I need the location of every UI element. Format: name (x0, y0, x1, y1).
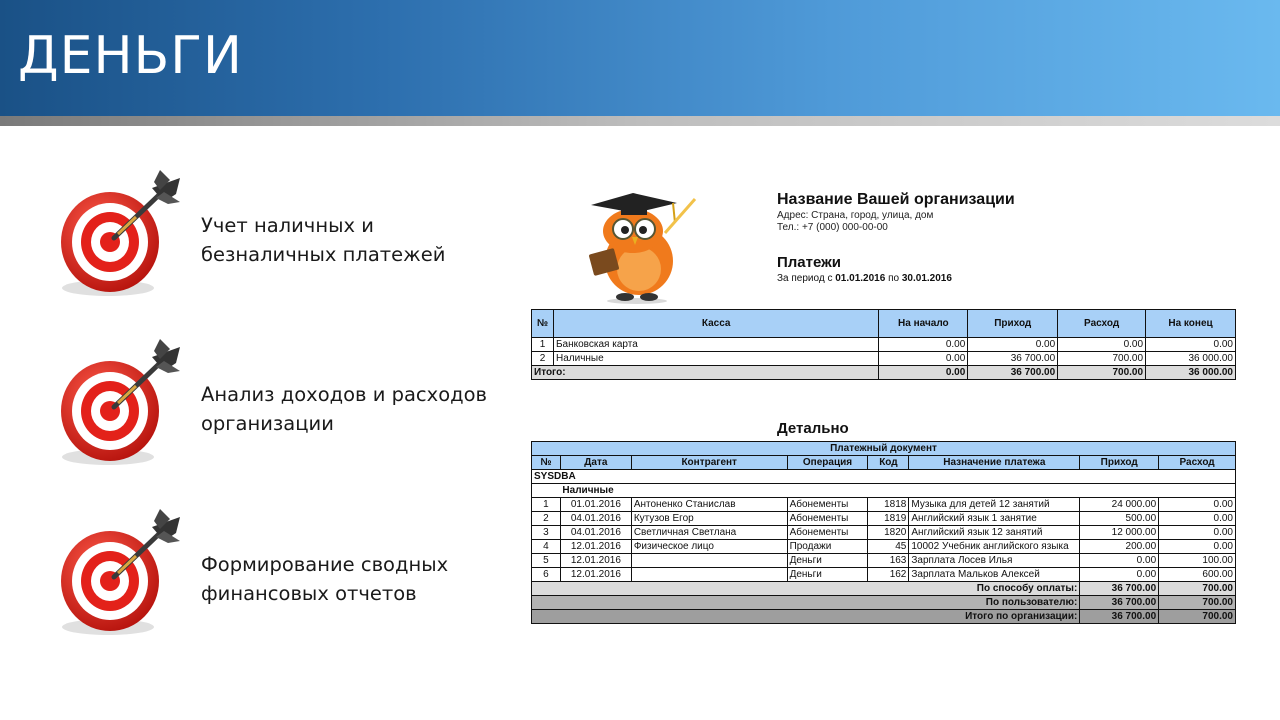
bullet-text: Учет наличных и безналичных платежей (201, 214, 446, 266)
total-label: По пользователю: (532, 596, 1080, 610)
table-cell: Физическое лицо (631, 540, 787, 554)
total-row (532, 582, 1236, 596)
table-cell: Кутузов Егор (631, 512, 787, 526)
table-cell: Деньги (787, 554, 868, 568)
summary-total-row (532, 366, 1236, 380)
table-cell: 163 (868, 554, 909, 568)
total-expense: 700.00 (1159, 582, 1236, 596)
table-cell: 162 (868, 568, 909, 582)
table-cell: 0.00 (1159, 540, 1236, 554)
detail-table (531, 441, 1236, 624)
organization-name: Название Вашей организации (777, 191, 1015, 208)
column-header: На конец (1146, 310, 1236, 338)
table-cell: 10002 Учебник английского языка (909, 540, 1080, 554)
table-cell: Абонементы (787, 498, 868, 512)
table-cell: 0.00 (1080, 554, 1159, 568)
column-header: На начало (879, 310, 968, 338)
table-cell: 700.00 (1058, 352, 1146, 366)
table-cell: 600.00 (1159, 568, 1236, 582)
table-cell: 0.00 (1159, 498, 1236, 512)
table-row (532, 540, 1236, 554)
table-cell: Светличная Светлана (631, 526, 787, 540)
table-row (532, 526, 1236, 540)
payment-method-label: Наличные (560, 484, 1235, 498)
organization-phone: Тел.: +7 (000) 000-00-00 (777, 222, 888, 233)
table-cell: 12.01.2016 (560, 540, 631, 554)
table-row (532, 338, 1236, 352)
table-cell: 5 (532, 554, 561, 568)
table-cell: 1819 (868, 512, 909, 526)
table-cell: 0.00 (968, 338, 1058, 352)
table-cell: 36 000.00 (1146, 366, 1236, 380)
column-header: Расход (1159, 456, 1236, 470)
table-cell: Абонементы (787, 512, 868, 526)
table-cell (631, 568, 787, 582)
table-cell: Музыка для детей 12 занятий (909, 498, 1080, 512)
table-row (532, 512, 1236, 526)
table-cell (631, 554, 787, 568)
column-header: Приход (1080, 456, 1159, 470)
slide-title: ДЕНЬГИ (18, 26, 243, 86)
table-cell: Английский язык 1 занятие (909, 512, 1080, 526)
table-cell: 12.01.2016 (560, 568, 631, 582)
target-dart-icon (52, 507, 187, 642)
table-cell: 36 700.00 (968, 352, 1058, 366)
column-header: Код (868, 456, 909, 470)
table-cell: 0.00 (879, 338, 968, 352)
user-label: SYSDBA (532, 470, 1236, 484)
column-header: Назначение платежа (909, 456, 1080, 470)
table-cell: 2 (532, 352, 554, 366)
owl-mascot-icon (585, 193, 701, 305)
table-cell: Продажи (787, 540, 868, 554)
table-cell: 3 (532, 526, 561, 540)
table-cell: Зарплата Мальков Алексей (909, 568, 1080, 582)
total-expense: 700.00 (1159, 610, 1236, 624)
table-cell: 6 (532, 568, 561, 582)
table-cell: 04.01.2016 (560, 526, 631, 540)
table-cell: 36 700.00 (968, 366, 1058, 380)
total-label: По способу оплаты: (532, 582, 1080, 596)
method-group-row (532, 484, 1236, 498)
total-label: Итого: (532, 366, 879, 380)
total-income: 36 700.00 (1080, 582, 1159, 596)
title-banner (0, 0, 1280, 116)
target-dart-icon (52, 337, 187, 472)
total-row (532, 610, 1236, 624)
column-header: Касса (553, 310, 878, 338)
total-label: Итого по организации: (532, 610, 1080, 624)
table-cell: 12.01.2016 (560, 554, 631, 568)
column-header: Приход (968, 310, 1058, 338)
table-cell: 0.00 (1080, 568, 1159, 582)
banner-divider (0, 116, 1280, 126)
total-income: 36 700.00 (1080, 596, 1159, 610)
table-cell: Банковская карта (553, 338, 878, 352)
table-cell: 24 000.00 (1080, 498, 1159, 512)
table-cell: 700.00 (1058, 366, 1146, 380)
column-header: Расход (1058, 310, 1146, 338)
table-cell: 0.00 (879, 352, 968, 366)
report-period: За период с 01.01.2016 по 30.01.2016 (777, 273, 952, 284)
table-cell: 01.01.2016 (560, 498, 631, 512)
organization-address: Адрес: Страна, город, улица, дом (777, 210, 934, 221)
table-cell: 1820 (868, 526, 909, 540)
table-cell: Зарплата Лосев Илья (909, 554, 1080, 568)
table-cell: 1818 (868, 498, 909, 512)
bullet-item (52, 507, 512, 647)
table-cell: 1 (532, 498, 561, 512)
table-cell: Антоненко Станислав (631, 498, 787, 512)
bullet-item (52, 337, 512, 477)
table-row (532, 498, 1236, 512)
column-header: № (532, 310, 554, 338)
total-row (532, 596, 1236, 610)
table-row (532, 352, 1236, 366)
column-header: № (532, 456, 561, 470)
report-title: Платежи (777, 254, 841, 271)
user-group-row (532, 470, 1236, 484)
table-cell: 0.00 (879, 366, 968, 380)
table-cell: Абонементы (787, 526, 868, 540)
target-dart-icon (52, 168, 187, 303)
table-cell: 0.00 (1146, 338, 1236, 352)
table-cell: 0.00 (1159, 512, 1236, 526)
table-cell: Наличные (553, 352, 878, 366)
table-cell: 1 (532, 338, 554, 352)
column-header: Операция (787, 456, 868, 470)
detail-title: Детально (777, 420, 849, 437)
table-cell: 0.00 (1159, 526, 1236, 540)
table-cell: 12 000.00 (1080, 526, 1159, 540)
column-header: Дата (560, 456, 631, 470)
table-cell: 200.00 (1080, 540, 1159, 554)
table-cell: 500.00 (1080, 512, 1159, 526)
table-cell: Деньги (787, 568, 868, 582)
summary-table (531, 309, 1236, 380)
table-cell: 0.00 (1058, 338, 1146, 352)
column-header: Контрагент (631, 456, 787, 470)
summary-header-row (532, 310, 1236, 338)
table-cell: 2 (532, 512, 561, 526)
bullet-text: Формирование сводных финансовых отчетов (201, 553, 449, 605)
table-cell: 45 (868, 540, 909, 554)
table-cell: 36 000.00 (1146, 352, 1236, 366)
table-cell: 100.00 (1159, 554, 1236, 568)
bullet-item (52, 168, 512, 308)
bullet-text: Анализ доходов и расходов организации (201, 383, 488, 435)
total-income: 36 700.00 (1080, 610, 1159, 624)
total-expense: 700.00 (1159, 596, 1236, 610)
group-header: Платежный документ (532, 442, 1236, 456)
table-cell: 4 (532, 540, 561, 554)
table-cell: 04.01.2016 (560, 512, 631, 526)
table-row (532, 554, 1236, 568)
detail-header-row (532, 456, 1236, 470)
table-row (532, 568, 1236, 582)
table-cell: Английский язык 12 занятий (909, 526, 1080, 540)
group-header-row (532, 442, 1236, 456)
